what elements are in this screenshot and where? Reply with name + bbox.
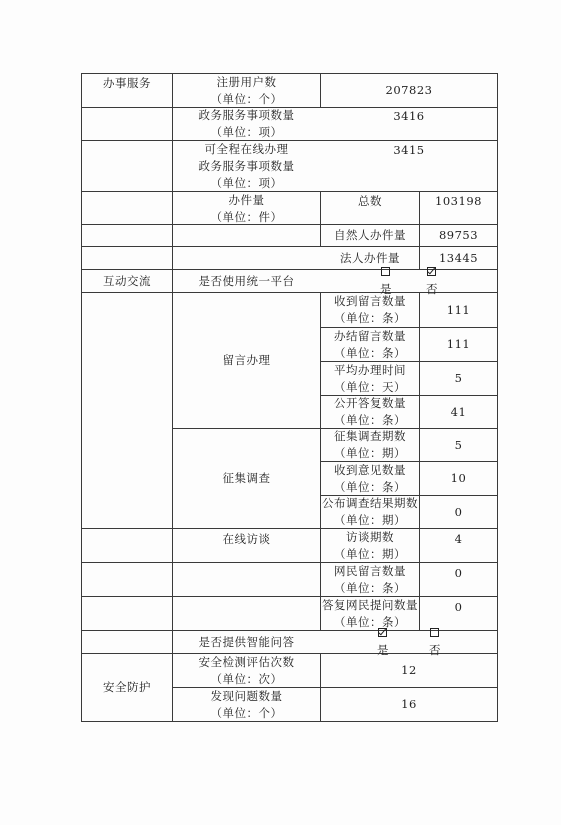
checkbox-icon	[430, 628, 439, 637]
checkbox-icon	[378, 628, 387, 637]
interview-replies-value: 0	[454, 599, 463, 614]
survey-results-value: 0	[454, 504, 463, 519]
smart-qa-yes-checkbox[interactable]: 是	[377, 625, 389, 659]
registered-users-value: 207823	[385, 83, 433, 97]
checkbox-icon	[427, 267, 436, 276]
survey-opinions-label: 收到意见数量 （单位：条）	[334, 462, 406, 494]
handled-legal-label: 法人办件量	[340, 250, 400, 265]
survey-periods-label: 征集调查期数 （单位：期）	[334, 429, 406, 460]
unified-platform-yes-checkbox[interactable]: 是	[380, 264, 392, 298]
security-checks-value: 12	[401, 663, 417, 677]
registered-users-label: 注册用户数 （单位：个）	[210, 74, 283, 106]
interview-group-label: 在线访谈	[222, 531, 271, 546]
security-issues-value: 16	[401, 697, 417, 711]
smart-qa-label: 是否提供智能问答	[198, 634, 295, 649]
handled-total-value: 103198	[435, 193, 482, 208]
unified-platform-options	[321, 270, 497, 296]
interview-periods-label: 访谈期数 （单位：期）	[334, 529, 406, 561]
survey-results-label: 公布调查结果期数 （单位：期）	[322, 496, 418, 527]
interview-netizen-messages-label: 网民留言数量 （单位：条）	[334, 563, 406, 595]
security-checks-label: 安全检测评估次数 （单位：次）	[198, 654, 295, 686]
handled-natural-label: 自然人办件量	[334, 228, 406, 242]
messages-avg-time-value: 5	[454, 371, 463, 385]
section-service-label: 办事服务	[103, 75, 151, 90]
unified-platform-label: 是否使用统一平台	[198, 273, 295, 288]
messages-received-value: 111	[446, 302, 471, 317]
online-items-label: 可全程在线办理 政务服务事项数量 （单位：项）	[198, 141, 295, 190]
checkbox-icon	[381, 267, 390, 276]
interview-periods-value: 4	[454, 531, 463, 546]
messages-avg-time-label: 平均办理时间 （单位：天）	[334, 362, 406, 394]
messages-finished-label: 办结留言数量 （单位：条）	[334, 328, 406, 360]
handled-legal-value: 13445	[438, 250, 479, 265]
messages-received-label: 收到留言数量 （单位：条）	[334, 294, 406, 325]
security-issues-label: 发现问题数量 （单位：个）	[210, 688, 283, 720]
messages-finished-value: 111	[446, 337, 471, 351]
section-security-label: 安全防护	[103, 680, 151, 694]
unified-platform-no-checkbox[interactable]: 否	[426, 264, 438, 298]
survey-group-label: 征集调查	[222, 471, 271, 485]
service-items-value: 3416	[393, 108, 425, 123]
messages-public-reply-value: 41	[450, 404, 467, 419]
messages-group-label: 留言办理	[222, 353, 271, 367]
section-interaction-label: 互动交流	[103, 273, 151, 288]
online-items-value: 3415	[393, 142, 425, 157]
service-items-label: 政务服务事项数量 （单位：项）	[198, 108, 295, 139]
messages-public-reply-label: 公开答复数量 （单位：条）	[334, 396, 406, 427]
handled-natural-value: 89753	[438, 228, 479, 242]
survey-opinions-value: 10	[450, 471, 467, 485]
handled-total-label: 总数	[358, 193, 382, 208]
interview-replies-label: 答复网民提问数量 （单位：条）	[322, 597, 418, 629]
smart-qa-options	[321, 631, 497, 657]
interview-netizen-messages-value: 0	[454, 565, 463, 580]
survey-periods-value: 5	[454, 437, 463, 452]
handled-label: 办件量 （单位：件）	[210, 193, 283, 224]
smart-qa-no-checkbox[interactable]: 否	[429, 625, 441, 659]
